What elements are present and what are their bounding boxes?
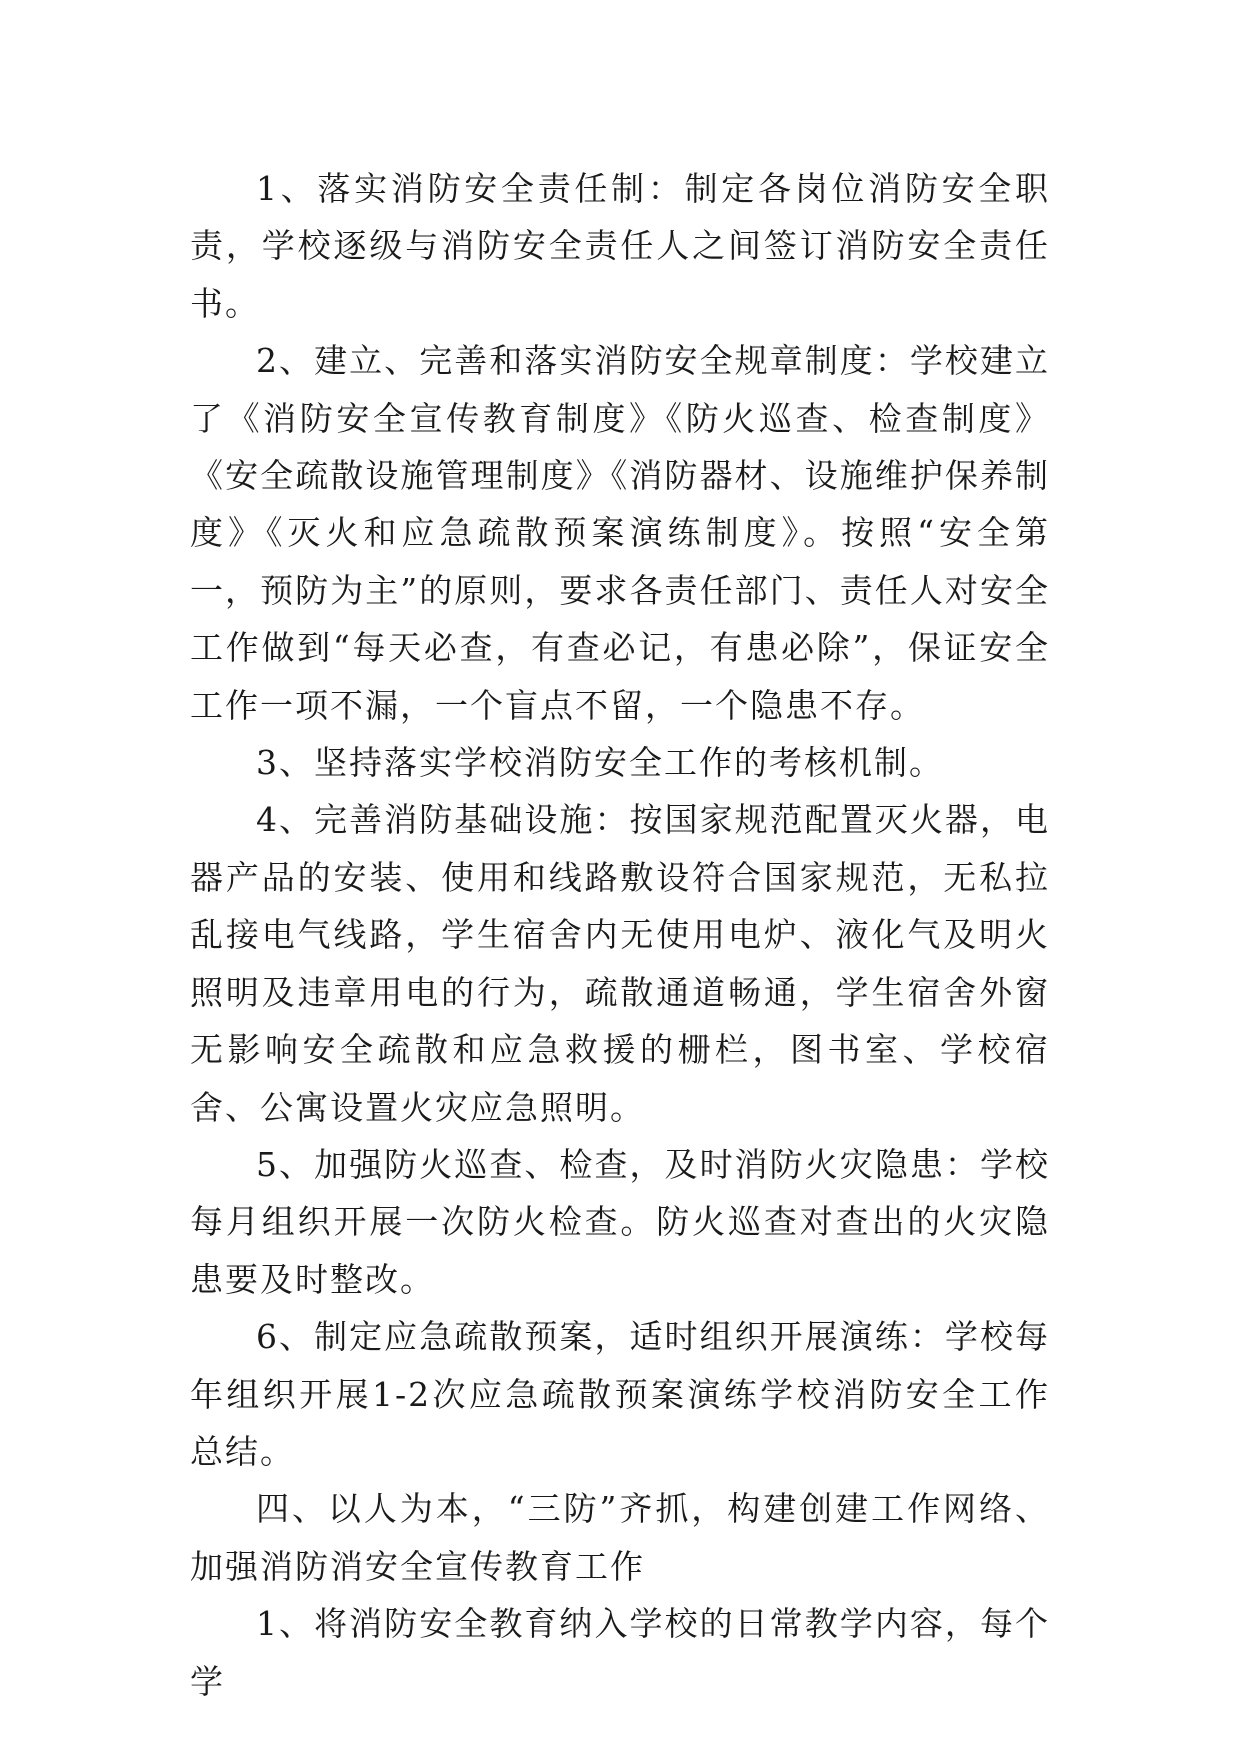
paragraph-responsibility-system: 1、落实消防安全责任制：制定各岗位消防安全职责，学校逐级与消防安全责任人之间签订消防安全责任书。 — [190, 169, 1050, 323]
paragraph-evacuation-drill: 6、制定应急疏散预案，适时组织开展演练：学校每年组织开展1-2次应急疏散预案演练学校消防安全工作总结。 — [190, 1317, 1050, 1471]
paragraph-education-curriculum: 1、将消防安全教育纳入学校的日常教学内容，每个学 — [190, 1604, 1050, 1701]
section-heading-four: 四、以人为本，“三防”齐抓，构建创建工作网络、加强消防消安全宣传教育工作 — [190, 1489, 1050, 1586]
paragraph-fire-inspection: 5、加强防火巡查、检查，及时消防火灾隐患：学校每月组织开展一次防火检查。防火巡查对查出的火灾隐患要及时整改。 — [190, 1144, 1050, 1299]
document-body — [190, 160, 1050, 1710]
paragraph-rules-and-regulations: 2、建立、完善和落实消防安全规章制度：学校建立了《消防安全宣传教育制度》《防火巡查、检查制度》《安全疏散设施管理制度》《消防器材、设施维护保养制度》《灭火和应急疏散预案演练制度》。按照“安全第一，预防为主”的原则，要求各责任部门、责任人对安全工作做到“每天必查，有查必记，有患必除”，保证安全工作一项不漏，一个盲点不留，一个隐患不存。 — [190, 341, 1050, 725]
paragraph-assessment-mechanism: 3、坚持落实学校消防安全工作的考核机制。 — [256, 743, 944, 783]
paragraph-infrastructure: 4、完善消防基础设施：按国家规范配置灭火器，电器产品的安装、使用和线路敷设符合国家规范，无私拉乱接电气线路，学生宿舍内无使用电炉、液化气及明火照明及违章用电的行为，疏散通道畅通，学生宿舍外窗无影响安全疏散和应急救援的栅栏，图书室、学校宿舍、公寓设置火灾应急照明。 — [190, 800, 1050, 1127]
